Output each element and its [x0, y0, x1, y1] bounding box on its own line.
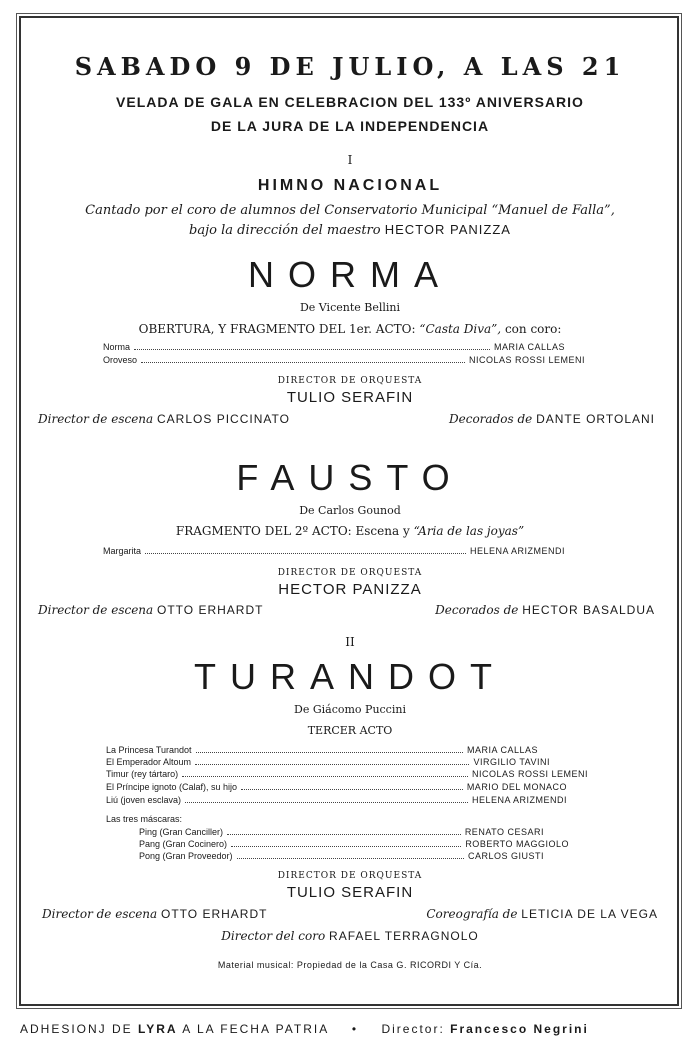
fausto-fragment [0, 524, 700, 538]
norma-stage-director [38, 412, 290, 426]
cast-singer: CARLOS GIUSTI [467, 851, 544, 861]
fausto-composer: De Carlos Gounod [299, 504, 401, 517]
turandot-choreography [426, 907, 658, 921]
stage-director-name: OTTO ERHARDT [161, 907, 268, 921]
stage-director-label: Director de escena [38, 603, 154, 617]
norma-conductor: TULIO SERAFIN [286, 389, 414, 406]
part-numeral-1: I [347, 153, 353, 167]
cast-role: Timur (rey tártaro) [106, 769, 179, 779]
turandot-act: TERCER ACTO [307, 724, 393, 737]
cast-role: Norma [103, 342, 131, 352]
footer-adhesion: ADHESIONJ DE [20, 1022, 133, 1036]
leader-dots [227, 834, 461, 835]
norma-conductor-label: DIRECTOR DE ORQUESTA [277, 376, 423, 386]
norma-fragment-aria: “Casta Diva”, [419, 322, 502, 336]
leader-dots [241, 789, 463, 790]
stage-director-name: CARLOS PICCINATO [157, 412, 290, 426]
sets-name: HECTOR BASALDUA [522, 603, 655, 617]
fausto-sets [435, 603, 655, 617]
turandot-choir-director [0, 929, 700, 943]
norma-cast-row-1 [103, 342, 565, 352]
norma-fragment [0, 322, 700, 336]
cast-role: Ping (Gran Canciller) [139, 827, 224, 837]
sets-label: Decorados de [449, 412, 533, 426]
cast-singer: ROBERTO MAGGIOLO [465, 839, 569, 849]
cast-role: El Príncipe ignoto (Calaf), su hijo [106, 782, 238, 792]
stage-director-label: Director de escena [42, 907, 158, 921]
choir-name: RAFAEL TERRAGNOLO [329, 929, 479, 943]
himno-line-2 [0, 222, 700, 238]
footer [20, 1022, 680, 1036]
footer-director-label: Director: [381, 1022, 445, 1036]
opera-title-fausto: FAUSTO [236, 457, 464, 498]
turandot-mask-row-3 [139, 851, 544, 861]
footer-rest: A LA FECHA PATRIA [182, 1022, 329, 1036]
cast-singer: RENATO CESARI [464, 827, 544, 837]
cast-singer: MARIA CALLAS [466, 745, 538, 755]
choreo-label: Coreografía de [426, 907, 518, 921]
norma-fragment-post: con coro: [504, 322, 562, 336]
leader-dots [145, 553, 466, 554]
event-date: SABADO 9 DE JULIO, A LAS 21 [74, 52, 626, 81]
sets-name: DANTE ORTOLANI [536, 412, 655, 426]
turandot-mask-row-2 [139, 839, 569, 849]
footer-brand: LYRA [138, 1022, 178, 1036]
norma-sets [449, 412, 655, 426]
himno-title: HIMNO NACIONAL [257, 177, 443, 194]
event-subtitle-2: DE LA JURA DE LA INDEPENDENCIA [210, 118, 490, 134]
turandot-composer: De Giácomo Puccini [294, 703, 406, 716]
turandot-cast-row-2 [106, 757, 550, 767]
cast-role: Oroveso [103, 355, 138, 365]
leader-dots [196, 752, 463, 753]
leader-dots [182, 776, 468, 777]
cast-singer: MARIO DEL MONACO [466, 782, 567, 792]
leader-dots [185, 802, 468, 803]
cast-role: Liú (joven esclava) [106, 795, 182, 805]
choreo-name: LETICIA DE LA VEGA [521, 907, 658, 921]
himno-line-2-text: bajo la dirección del maestro [189, 223, 381, 238]
norma-fragment-pre: OBERTURA, Y FRAGMENTO DEL 1er. ACTO: [138, 322, 416, 336]
stage-director-name: OTTO ERHARDT [157, 603, 264, 617]
opera-title-norma: NORMA [248, 254, 452, 295]
fausto-conductor-label: DIRECTOR DE ORQUESTA [277, 568, 423, 578]
masks-label [106, 814, 182, 824]
event-subtitle-1: VELADA DE GALA EN CELEBRACION DEL 133º ANIVERSARIO [116, 94, 584, 110]
himno-conductor: HECTOR PANIZZA [384, 222, 511, 237]
leader-dots [231, 846, 461, 847]
leader-dots [134, 349, 490, 350]
turandot-cast-row-4 [106, 782, 567, 792]
part-numeral-2: II [345, 635, 355, 649]
cast-role: Margarita [103, 546, 142, 556]
norma-composer: De Vicente Bellini [299, 301, 401, 314]
cast-singer: HELENA ARIZMENDI [469, 546, 565, 556]
sets-label: Decorados de [435, 603, 519, 617]
fausto-fragment-aria: “Aria de las joyas” [413, 524, 525, 538]
masks-label-text: Las tres máscaras: [106, 814, 183, 824]
turandot-cast-row-1 [106, 745, 538, 755]
cast-role: Pang (Gran Cocinero) [139, 839, 228, 849]
cast-singer: NICOLAS ROSSI LEMENI [468, 355, 585, 365]
footer-bullet: • [351, 1022, 359, 1036]
leader-dots [141, 362, 465, 363]
turandot-cast-row-5 [106, 795, 567, 805]
leader-dots [237, 858, 464, 859]
cast-singer: NICOLAS ROSSI LEMENI [471, 769, 588, 779]
turandot-stage-director [42, 907, 267, 921]
fausto-cast-row-1 [103, 546, 565, 556]
turandot-conductor: TULIO SERAFIN [286, 884, 414, 901]
cast-role: La Princesa Turandot [106, 745, 192, 755]
cast-singer: HELENA ARIZMENDI [471, 795, 567, 805]
turandot-conductor-label: DIRECTOR DE ORQUESTA [277, 871, 423, 881]
opera-title-turandot: TURANDOT [194, 656, 506, 697]
norma-cast-row-2 [103, 355, 585, 365]
turandot-mask-row-1 [139, 827, 544, 837]
cast-role: Pong (Gran Proveedor) [139, 851, 233, 861]
himno-line-1: Cantado por el coro de alumnos del Conservatorio Municipal “Manuel de Falla”, [85, 203, 615, 218]
choir-label: Director del coro [221, 929, 326, 943]
cast-singer: MARIA CALLAS [493, 342, 565, 352]
fausto-stage-director [38, 603, 263, 617]
turandot-cast-row-3 [106, 769, 588, 779]
stage-director-label: Director de escena [38, 412, 154, 426]
leader-dots [195, 764, 469, 765]
cast-role: El Emperador Altoum [106, 757, 192, 767]
material-note: Material musical: Propiedad de la Casa G. RICORDI Y Cía. [217, 960, 483, 970]
cast-singer: VIRGILIO TAVINI [473, 757, 550, 767]
fausto-fragment-pre: FRAGMENTO DEL 2º ACTO: Escena y [175, 524, 410, 538]
fausto-conductor: HECTOR PANIZZA [278, 581, 422, 598]
footer-director-name: Francesco Negrini [450, 1022, 589, 1036]
